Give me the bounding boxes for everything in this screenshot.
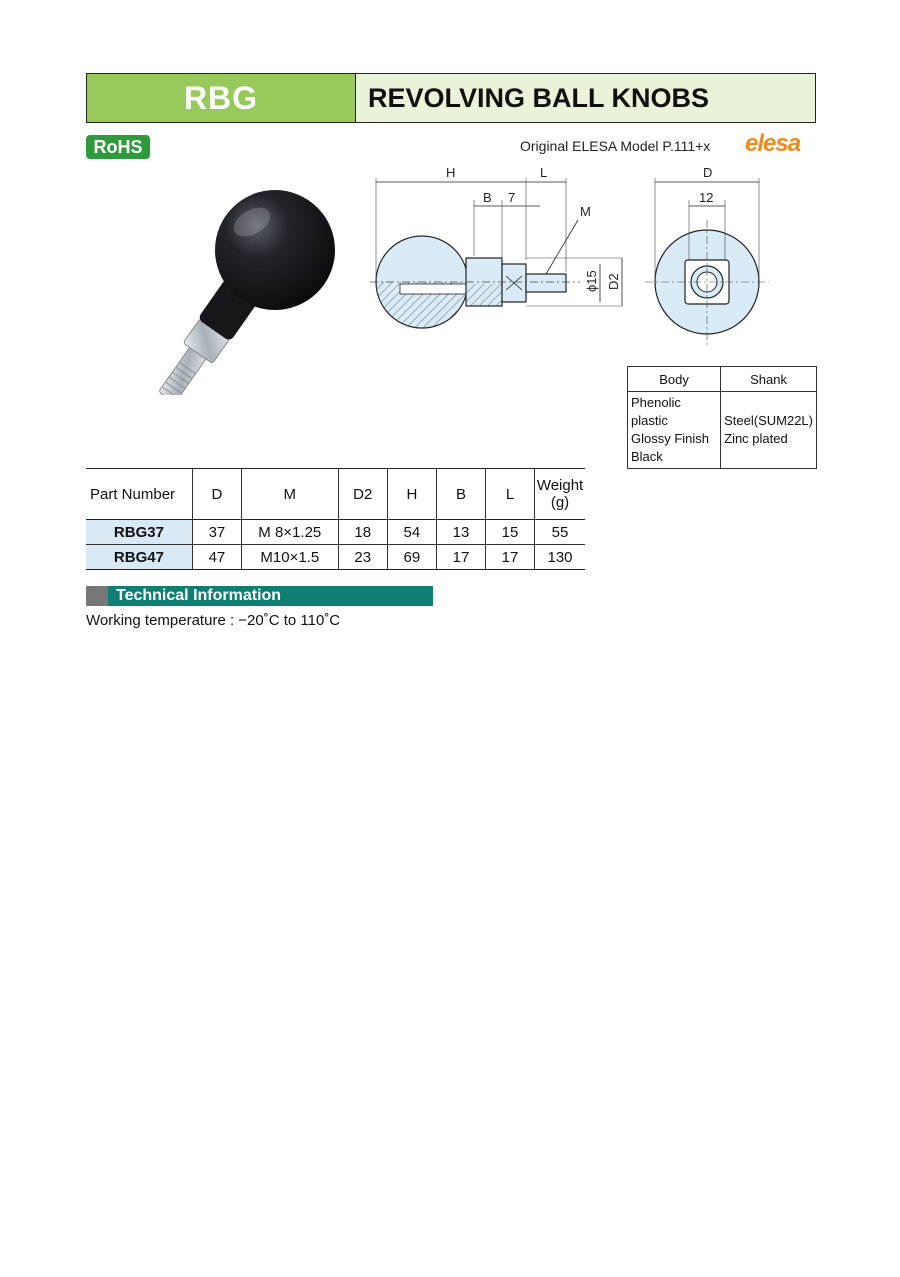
material-header-shank: Shank: [721, 367, 817, 392]
dim-seven: 7: [508, 190, 516, 205]
dim-m: M: [580, 204, 591, 219]
col-d: D: [192, 469, 241, 520]
dim-b: B: [483, 190, 492, 205]
col-d2: D2: [338, 469, 387, 520]
dim-h: H: [446, 165, 456, 180]
part-number: RBG47: [86, 545, 192, 570]
material-header-body: Body: [628, 367, 721, 392]
working-temperature: Working temperature : −20˚C to 110˚C: [86, 612, 341, 629]
origin-text: Original ELESA Model P.111+x: [520, 138, 711, 154]
product-code: RBG: [87, 74, 356, 122]
body-material: Phenolic plastic Glossy Finish Black: [628, 392, 721, 469]
rohs-badge: RoHS: [86, 135, 150, 159]
col-part-number: Part Number: [86, 469, 192, 520]
col-b: B: [436, 469, 485, 520]
product-title: REVOLVING BALL KNOBS: [356, 74, 815, 122]
shank-material: Steel(SUM22L) Zinc plated: [721, 392, 817, 469]
front-view-drawing: [645, 160, 770, 350]
dim-phi15: ϕ15: [584, 270, 599, 292]
side-view-drawing: [370, 160, 640, 360]
table-row: RBG47 47 M10×1.5 23 69 17 17 130: [86, 545, 585, 570]
dim-l: L: [540, 165, 548, 180]
col-l: L: [485, 469, 534, 520]
col-h: H: [387, 469, 436, 520]
parts-table: [86, 468, 585, 570]
knob-photo: [130, 180, 340, 395]
table-row: RBG37 37 M 8×1.25 18 54 13 15 55: [86, 520, 585, 545]
technical-info-bar: [86, 586, 433, 606]
col-m: M: [241, 469, 338, 520]
technical-info-title: Technical Information: [116, 587, 282, 604]
dim-d: D: [703, 165, 713, 180]
elesa-logo: elesa: [745, 130, 801, 157]
col-weight: Weight (g): [535, 469, 585, 520]
part-number: RBG37: [86, 520, 192, 545]
dim-twelve: 12: [699, 190, 714, 205]
material-table: [627, 366, 817, 469]
page-header: [86, 73, 816, 123]
dim-d2: D2: [606, 273, 621, 290]
